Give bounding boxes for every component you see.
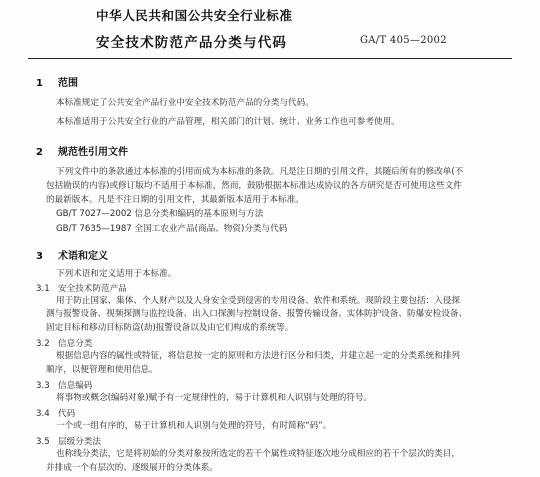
definition-line: 将事物或概念(编码对象)赋予有一定规律性的，易于计算机和人识别与处理的符号。 (56, 393, 373, 403)
section-number: 2 (36, 147, 43, 158)
term-heading (36, 407, 75, 419)
header-divider (28, 58, 512, 59)
definition-line: 根据信息内容的属性或特征，将信息按一定的原则和方法进行区分和归类，并建立起一定的分类系统和排列 (56, 351, 460, 361)
term-name: 信息分类 (58, 339, 93, 349)
paragraph-line: 下列术语和定义适用于本标准。 (56, 269, 177, 279)
definition-line: 用于防止国家、集体、个人财产以及人身安全受到侵害的专用设备、软件和系统。现阶段主要包括：入侵探 (56, 296, 460, 306)
term-heading (36, 282, 127, 294)
term-heading (36, 435, 101, 447)
definition-line: 固定目标和移动目标防盗(劫)报警设备以及由它们构成的系统等。 (46, 323, 294, 333)
term-number: 3.5 (36, 437, 50, 447)
definition-line: 顺序，以便管理和使用信息。 (46, 365, 158, 375)
term-heading (36, 337, 92, 349)
definition-line: 也称线分类法，它是将初始的分类对象按所选定的若干个属性或特征逐次地分成相应的若干个层次的类目， (56, 449, 460, 459)
section-title: 规范性引用文件 (58, 147, 128, 158)
paragraph-line: 本标准适用于公共安全行业的产品管理，相关部门的计划、统计、业务工作也可参考使用。 (56, 117, 400, 127)
term-name: 代码 (58, 409, 76, 419)
section-title: 范围 (58, 78, 78, 89)
term-name: 层级分类法 (58, 437, 101, 447)
section-3-heading (36, 247, 108, 262)
standard-code: GA/T 405—2002 (360, 35, 447, 46)
definition-line: 一个或一组有序的，易于计算机和人识别与处理的符号，有时简称“码”。 (56, 421, 332, 431)
paragraph-line: 的最新版本。凡是不注日期的引用文件，其最新版本适用于本标准。 (46, 195, 304, 205)
term-number: 3.3 (36, 381, 50, 391)
definition-line: 测与报警设备、视频探测与监控设备、出入口探测与控制设备、报警传输设备、实体防护设备、防爆安检设备、 (46, 309, 468, 319)
reference-item: GB/T 7027—2002 信息分类和编码的基本原则与方法 (56, 209, 264, 219)
paragraph-line: 下列文件中的条款通过本标准的引用而成为本标准的条款。凡是注日期的引用文件，其随后所有的修改单(不 (56, 167, 464, 177)
term-name: 信息编码 (58, 381, 93, 391)
term-heading (36, 379, 92, 391)
standard-type-heading: 中华人民共和国公共安全行业标准 (96, 8, 293, 23)
section-title: 术语和定义 (58, 251, 108, 262)
paragraph-line: 本标准规定了公共安全产品行业中安全技术防范产品的分类与代码。 (56, 98, 314, 108)
definition-line: 并排成一个有层次的、逐级展开的分类体系。 (46, 463, 218, 473)
term-number: 3.4 (36, 409, 50, 419)
reference-item: GB/T 7635—1987 全国工农业产品(商品、物资)分类与代码 (56, 224, 288, 234)
section-number: 1 (36, 78, 43, 89)
document-title: 安全技术防范产品分类与代码 (96, 35, 288, 51)
term-number: 3.1 (36, 284, 50, 294)
section-1-heading (36, 74, 78, 89)
term-number: 3.2 (36, 339, 50, 349)
term-name: 安全技术防范产品 (58, 284, 127, 294)
section-number: 3 (36, 251, 43, 262)
paragraph-line: 包括勘误的内容)或修订版均不适用于本标准，然而，鼓励根据本标准达成协议的各方研究是否可使用这些文件 (46, 181, 462, 191)
section-2-heading (36, 143, 128, 158)
